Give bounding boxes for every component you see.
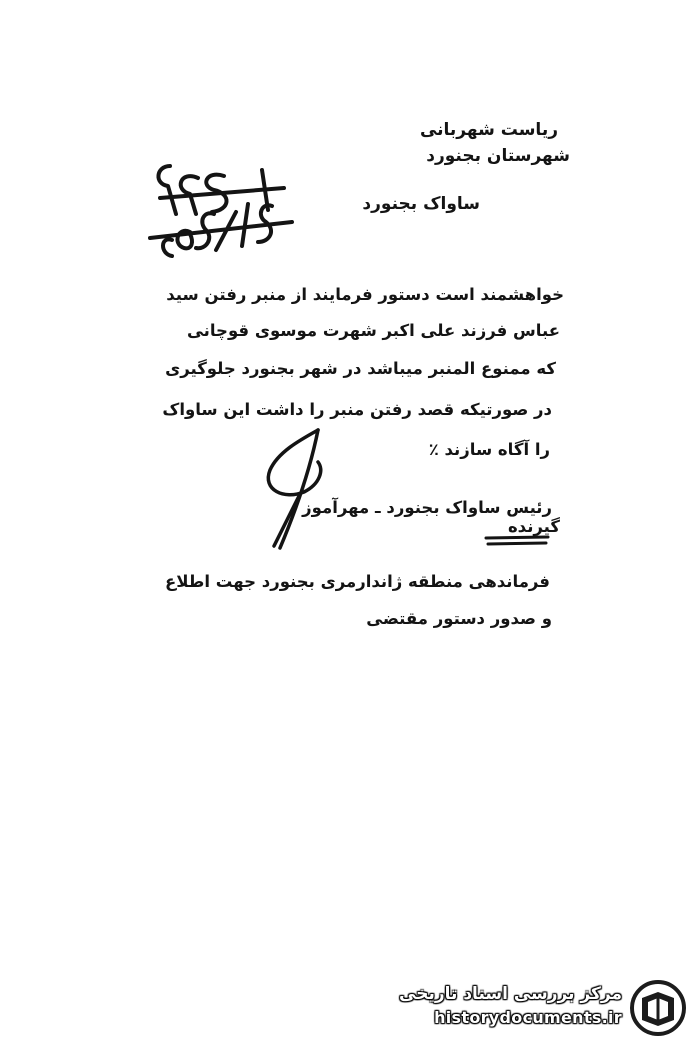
header-line-1: ریاست شهربانی xyxy=(419,120,558,140)
signature-scribble xyxy=(268,430,320,548)
cc-line-1: فرماندهی منطقه ژاندارمری بجنورد جهت اطلاع xyxy=(165,572,550,591)
signature-line: رئیس ساواک بجنورد ـ مهرآموز xyxy=(302,498,552,517)
handwritten-number xyxy=(158,166,284,214)
handwritten-date xyxy=(150,204,292,256)
cc-line-2: و صدور دستور مقتضی xyxy=(366,609,552,628)
cc-underline xyxy=(486,537,548,544)
body-line-2: عباس فرزند علی اکبر شهرت موسوی قوچانی xyxy=(186,321,560,340)
recipient: ساواک بجنورد xyxy=(362,194,480,214)
body-line-5: را آگاه سازند ٪ xyxy=(428,440,550,459)
header-line-2: شهرستان بجنورد xyxy=(426,146,570,166)
watermark-en: historydocuments.ir xyxy=(434,1008,622,1027)
cc-heading: گیرنده xyxy=(507,517,560,536)
body-line-1: خواهشمند است دستور فرمایند از منبر رفتن سید xyxy=(166,285,564,304)
body-line-4: در صورتیکه قصد رفتن منبر را داشت این ساواک xyxy=(162,400,552,419)
document-center-logo-icon xyxy=(628,980,688,1036)
body-line-3: که ممنوع المنبر میباشد در شهر بجنورد جلوگیری xyxy=(165,359,556,378)
watermark-fa: مرکز بررسی اسناد تاریخی xyxy=(399,984,622,1004)
